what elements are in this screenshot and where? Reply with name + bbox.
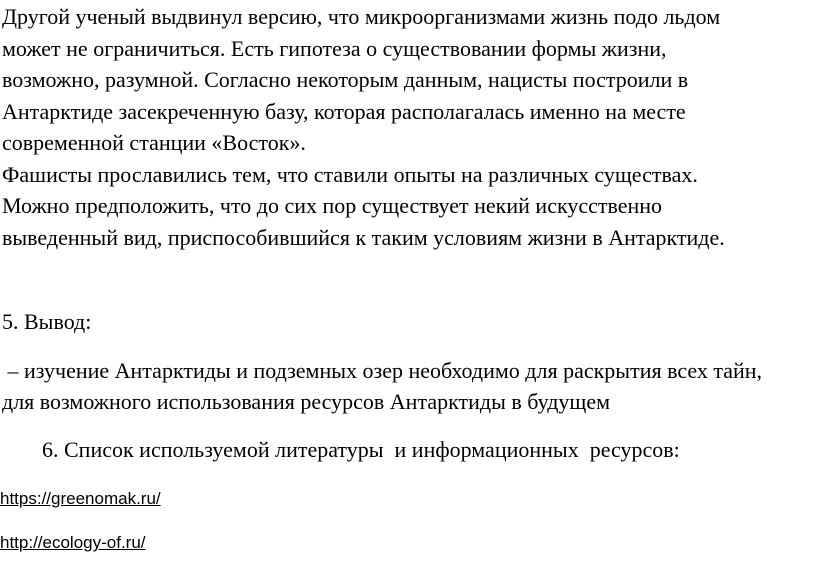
text-line: Антарктиде засекреченную базу, которая располагалась именно на месте [2, 98, 686, 124]
conclusion-text [2, 355, 762, 417]
text-line: современной станции «Восток». [2, 130, 306, 155]
text-line: возможно, разумной. Согласно некоторым данным, нацисты построили в [2, 67, 689, 92]
text-line: Другой ученый выдвинул версию, что микроорганизмами жизнь подо льдом [2, 4, 721, 29]
reference-link-ecology[interactable]: http://ecology-of.ru/ [0, 533, 146, 552]
text-line: выведенный вид, приспособившийся к таким условиям жизни в Антарктиде. [2, 224, 725, 250]
text-line: для возможного использования ресурсов Антарктиды в будущем [2, 389, 611, 414]
text-line: Можно предположить, что до сих пор существует некий искусственно [2, 193, 663, 218]
text-line: Фашисты прославились тем, что ставили опыты на различных существах. [2, 161, 698, 187]
paragraph-hypothesis [2, 1, 814, 253]
text-line: может не ограничиться. Есть гипотеза о существовании формы жизни, [2, 35, 667, 61]
section-heading-references: 6. Список используемой литературы и информационных ресурсов: [42, 437, 680, 462]
reference-link-greenomak[interactable]: https://greenomak.ru/ [0, 489, 161, 508]
text-line: – изучение Антарктиды и подземных озер необходимо для раскрытия всех тайн, [2, 358, 763, 383]
section-heading-conclusion: 5. Вывод: [2, 309, 92, 334]
